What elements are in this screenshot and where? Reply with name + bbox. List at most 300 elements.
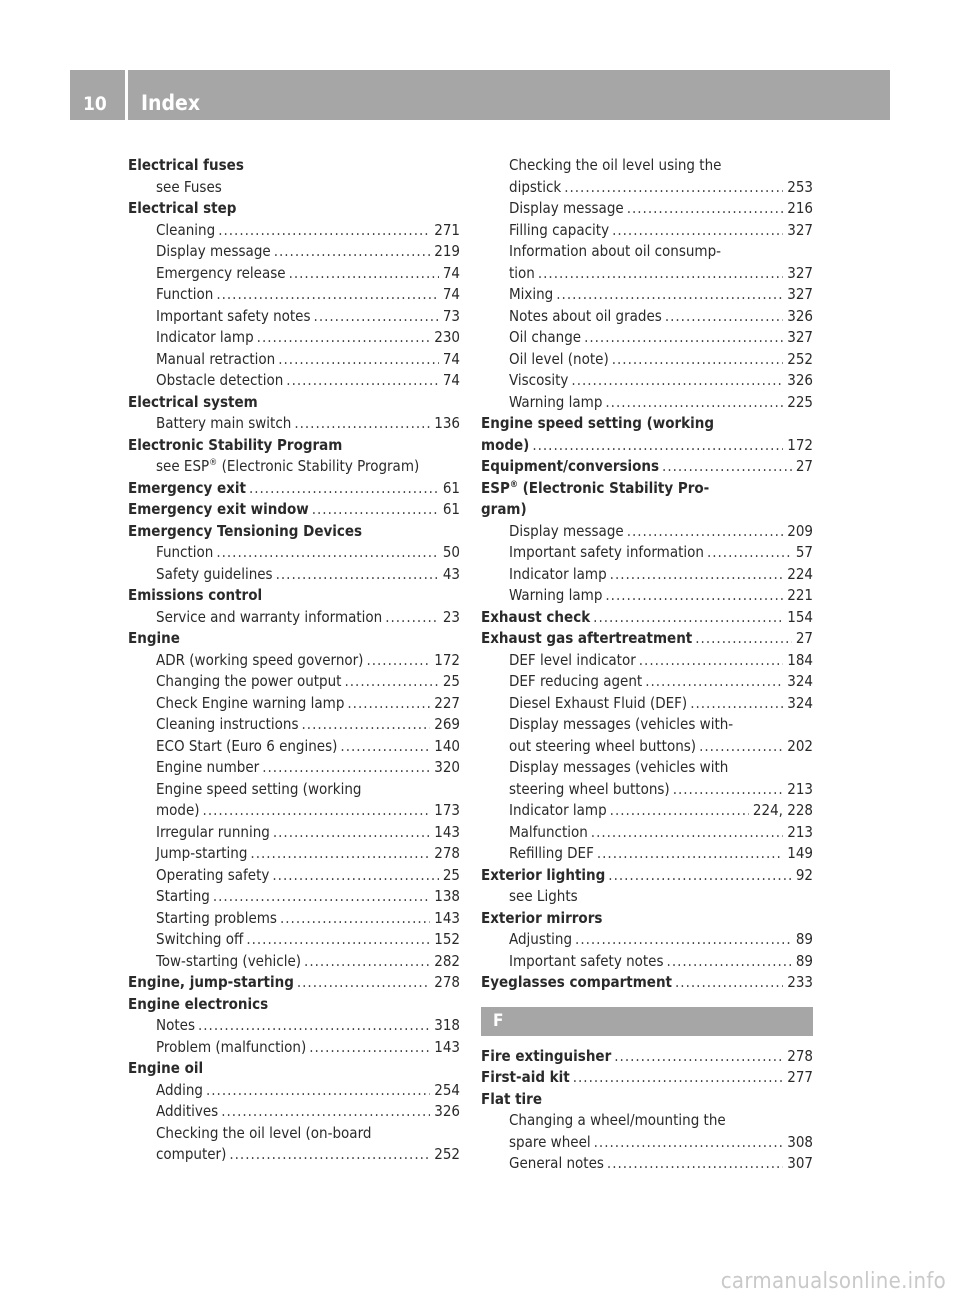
page-reference[interactable]: 327 xyxy=(787,220,813,239)
dot-leader xyxy=(221,1101,430,1123)
dot-leader xyxy=(571,370,783,392)
index-subentry[interactable] xyxy=(156,650,460,672)
entry-label: Engine speed setting (working xyxy=(156,779,362,798)
page-reference[interactable]: 230 xyxy=(434,328,460,346)
index-subentry[interactable] xyxy=(156,951,460,973)
page-reference[interactable]: 221 xyxy=(787,586,813,604)
entry-label: DEF level indicator xyxy=(509,650,636,669)
dot-leader xyxy=(605,392,783,414)
index-entry xyxy=(481,413,813,435)
page-reference[interactable]: 154 xyxy=(787,607,813,626)
page-reference[interactable]: 278 xyxy=(434,844,460,862)
dot-leader xyxy=(216,284,439,306)
entry-label: Engine, jump-starting xyxy=(128,973,294,991)
index-subentry[interactable] xyxy=(509,929,813,951)
entry-label: Mixing xyxy=(509,285,554,303)
entry-label: Exterior mirrors xyxy=(481,908,603,927)
dot-leader xyxy=(591,822,783,844)
entry-label: Operating safety xyxy=(156,865,270,884)
index-subentry xyxy=(509,714,813,736)
index-entry xyxy=(128,994,460,1016)
index-subentry xyxy=(156,1123,460,1145)
index-subentry[interactable] xyxy=(156,1080,460,1102)
index-subentry[interactable] xyxy=(509,951,813,973)
dot-leader xyxy=(312,499,439,521)
index-entry[interactable] xyxy=(481,1067,813,1089)
index-entry[interactable] xyxy=(481,1046,813,1068)
entry-label: Adjusting xyxy=(509,930,573,948)
index-subentry xyxy=(509,155,813,177)
index-entry[interactable] xyxy=(481,456,813,478)
dot-leader xyxy=(593,607,783,629)
dot-leader xyxy=(573,1067,784,1089)
dot-leader xyxy=(385,607,439,629)
page-reference[interactable]: 74 xyxy=(442,349,460,368)
index-subentry[interactable] xyxy=(509,370,813,392)
index-subentry[interactable] xyxy=(156,1037,460,1059)
page-reference[interactable]: 27 xyxy=(795,457,813,475)
dot-leader xyxy=(218,220,430,242)
index-entry[interactable] xyxy=(481,865,813,887)
page-reference[interactable]: 282 xyxy=(434,951,460,970)
index-subentry[interactable] xyxy=(156,714,460,736)
dot-leader xyxy=(699,736,783,758)
page-reference[interactable]: 324 xyxy=(787,672,813,690)
index-subentry[interactable] xyxy=(509,521,813,543)
dot-leader xyxy=(610,564,784,586)
index-subentry[interactable] xyxy=(509,736,813,758)
dot-leader xyxy=(538,263,783,285)
page-reference[interactable]: 326 xyxy=(787,306,813,325)
entry-label: Check Engine warning lamp xyxy=(156,693,345,712)
entry-label: Engine speed setting (working xyxy=(481,414,715,432)
dot-leader xyxy=(614,1046,783,1068)
index-subentry xyxy=(509,886,813,908)
index-subentry[interactable] xyxy=(509,1153,813,1175)
entry-label: Indicator lamp xyxy=(509,801,607,819)
index-subentry[interactable] xyxy=(509,263,813,285)
dot-leader xyxy=(607,1153,783,1175)
entry-label: First-aid kit xyxy=(481,1068,570,1086)
page-reference[interactable]: 326 xyxy=(434,1102,460,1120)
index-subentry[interactable] xyxy=(509,327,813,349)
dot-leader xyxy=(532,435,783,457)
dot-leader xyxy=(280,908,430,930)
index-subentry[interactable] xyxy=(509,198,813,220)
page-reference[interactable]: 213 xyxy=(787,779,813,798)
entry-label: Checking the oil level using the xyxy=(509,156,722,174)
page-reference[interactable]: 227 xyxy=(434,693,460,712)
index-subentry[interactable] xyxy=(156,564,460,586)
entry-label: Switching off xyxy=(156,930,244,948)
entry-label: Tow-starting (vehicle) xyxy=(156,951,302,970)
dot-leader xyxy=(627,198,784,220)
page-reference[interactable]: 224, 228 xyxy=(752,801,813,819)
index-subentry[interactable] xyxy=(509,349,813,371)
index-subentry[interactable] xyxy=(509,220,813,242)
index-subentry[interactable] xyxy=(509,822,813,844)
dot-leader xyxy=(612,220,783,242)
index-column-left xyxy=(128,155,460,1166)
page-reference[interactable]: 324 xyxy=(787,693,813,712)
index-subentry[interactable] xyxy=(156,607,460,629)
page-reference[interactable]: 269 xyxy=(434,715,460,733)
page-reference[interactable]: 89 xyxy=(795,951,813,970)
dot-leader xyxy=(276,564,439,586)
dot-leader xyxy=(294,413,430,435)
entry-label: tion xyxy=(509,263,535,282)
page-reference[interactable]: 27 xyxy=(795,629,813,647)
watermark: carmanualsonline.info xyxy=(720,1269,946,1294)
entry-label: see ESP® (Electronic Stability Program) xyxy=(156,457,420,475)
page-reference[interactable]: 184 xyxy=(787,650,813,669)
page-reference[interactable]: 172 xyxy=(787,435,813,454)
index-subentry[interactable] xyxy=(156,843,460,865)
entry-label: Additives xyxy=(156,1102,219,1120)
index-subentry[interactable] xyxy=(156,908,460,930)
dot-leader xyxy=(250,843,430,865)
dot-leader xyxy=(347,693,430,715)
entry-label: Display message xyxy=(156,242,271,260)
entry-label: dipstick xyxy=(509,177,562,196)
entry-label: Notes xyxy=(156,1016,195,1034)
page-reference[interactable]: 308 xyxy=(787,1132,813,1151)
page-reference[interactable]: 213 xyxy=(787,822,813,841)
dot-leader xyxy=(229,1144,430,1166)
dot-leader xyxy=(286,370,439,392)
index-subentry[interactable] xyxy=(509,306,813,328)
dot-leader xyxy=(707,542,792,564)
index-subentry[interactable] xyxy=(156,263,460,285)
page-reference[interactable]: 233 xyxy=(787,973,813,991)
entry-label: mode) xyxy=(156,801,200,819)
entry-label: Cleaning instructions xyxy=(156,715,299,733)
index-subentry[interactable] xyxy=(156,284,460,306)
index-subentry[interactable] xyxy=(156,800,460,822)
dot-leader xyxy=(639,650,783,672)
index-letter-heading: F xyxy=(481,1007,813,1036)
page-reference[interactable]: 61 xyxy=(442,500,460,518)
index-subentry[interactable] xyxy=(156,220,460,242)
dot-leader xyxy=(289,263,439,285)
section-title: Index xyxy=(141,91,201,115)
dot-leader xyxy=(262,757,430,779)
entry-label: Service and warranty information xyxy=(156,607,383,626)
dot-leader xyxy=(344,671,438,693)
dot-leader xyxy=(608,865,792,887)
index-subentry xyxy=(509,757,813,779)
dot-leader xyxy=(314,306,439,328)
dot-leader xyxy=(605,585,783,607)
page-reference[interactable]: 143 xyxy=(434,1037,460,1056)
index-subentry[interactable] xyxy=(509,693,813,715)
page-reference[interactable]: 140 xyxy=(434,736,460,755)
index-subentry xyxy=(509,1110,813,1132)
page-reference[interactable]: 25 xyxy=(442,865,460,884)
entry-label: Indicator lamp xyxy=(509,564,607,583)
page-reference[interactable]: 318 xyxy=(434,1016,460,1034)
page-reference[interactable]: 152 xyxy=(434,930,460,948)
entry-label: Adding xyxy=(156,1080,203,1099)
dot-leader xyxy=(675,972,783,994)
index-subentry[interactable] xyxy=(509,671,813,693)
dot-leader xyxy=(206,1080,430,1102)
index-subentry[interactable] xyxy=(156,1101,460,1123)
index-subentry[interactable] xyxy=(156,736,460,758)
page-reference[interactable]: 92 xyxy=(795,865,813,884)
entry-label: Engine number xyxy=(156,758,260,776)
index-entry xyxy=(128,155,460,177)
entry-label: out steering wheel buttons) xyxy=(509,736,697,755)
entry-label: Warning lamp xyxy=(509,392,603,411)
entry-label: Changing the power output xyxy=(156,672,342,690)
entry-label: Oil level (note) xyxy=(509,349,609,368)
index-subentry[interactable] xyxy=(156,241,460,263)
entry-label: mode) xyxy=(481,435,530,454)
entry-label: Notes about oil grades xyxy=(509,306,662,325)
page-reference[interactable]: 173 xyxy=(434,801,460,819)
page-reference[interactable]: 327 xyxy=(787,263,813,282)
page-reference[interactable]: 252 xyxy=(787,349,813,368)
page-reference[interactable]: 209 xyxy=(787,521,813,540)
entry-label: ESP® (Electronic Stability Pro- xyxy=(481,478,710,497)
index-subentry[interactable] xyxy=(156,886,460,908)
entry-label: Equipment/conversions xyxy=(481,457,660,475)
entry-label: Jump-starting xyxy=(156,844,248,862)
index-entry xyxy=(481,478,813,500)
index-subentry[interactable] xyxy=(156,349,460,371)
dot-leader xyxy=(246,929,430,951)
dot-leader xyxy=(662,456,792,478)
dot-leader xyxy=(594,1132,784,1154)
entry-label: Electronic Stability Program xyxy=(128,435,343,454)
page-reference[interactable]: 73 xyxy=(442,306,460,325)
index-entry[interactable] xyxy=(481,435,813,457)
index-subentry[interactable] xyxy=(509,779,813,801)
entry-label: Safety guidelines xyxy=(156,564,273,583)
page-reference[interactable]: 278 xyxy=(434,973,460,991)
entry-label: Fire extinguisher xyxy=(481,1046,612,1065)
page-reference[interactable]: 138 xyxy=(434,887,460,905)
page-reference[interactable]: 271 xyxy=(434,220,460,239)
index-subentry xyxy=(509,241,813,263)
page-reference[interactable]: 327 xyxy=(787,328,813,346)
page-reference[interactable]: 61 xyxy=(442,478,460,497)
dot-leader xyxy=(278,349,439,371)
dot-leader xyxy=(273,822,430,844)
page-reference[interactable]: 252 xyxy=(434,1145,460,1163)
entry-label: Function xyxy=(156,543,214,561)
page-reference[interactable]: 74 xyxy=(442,285,460,303)
index-subentry[interactable] xyxy=(156,757,460,779)
index-entry xyxy=(128,392,460,414)
entry-label: Important safety notes xyxy=(156,306,311,325)
index-subentry[interactable] xyxy=(509,542,813,564)
entry-label: Engine electronics xyxy=(128,994,269,1013)
index-subentry[interactable] xyxy=(509,585,813,607)
index-subentry[interactable] xyxy=(156,671,460,693)
entry-label: Starting xyxy=(156,887,210,905)
header-divider xyxy=(125,70,128,120)
dot-leader xyxy=(645,671,783,693)
entry-label: Oil change xyxy=(509,328,582,346)
entry-label: Diesel Exhaust Fluid (DEF) xyxy=(509,693,688,712)
index-column-right xyxy=(481,155,813,1175)
index-subentry[interactable] xyxy=(156,306,460,328)
page-reference[interactable]: 57 xyxy=(795,543,813,561)
page-reference[interactable]: 202 xyxy=(787,736,813,755)
dot-leader xyxy=(610,800,749,822)
entry-label: Important safety notes xyxy=(509,951,664,970)
dot-leader xyxy=(213,886,430,908)
entry-label: Electrical system xyxy=(128,392,258,411)
entry-label: Malfunction xyxy=(509,822,588,841)
page-reference[interactable]: 143 xyxy=(434,822,460,841)
page-reference[interactable]: 307 xyxy=(787,1154,813,1172)
index-subentry[interactable] xyxy=(156,1015,460,1037)
entry-label: Cleaning xyxy=(156,220,216,239)
page-reference[interactable]: 172 xyxy=(434,650,460,669)
entry-label: Electrical step xyxy=(128,199,237,217)
dot-leader xyxy=(274,241,431,263)
entry-label: Irregular running xyxy=(156,822,270,841)
index-entry[interactable] xyxy=(128,499,460,521)
entry-label: Changing a wheel/mounting the xyxy=(509,1111,726,1129)
page-reference[interactable]: 43 xyxy=(442,564,460,583)
index-entry[interactable] xyxy=(481,607,813,629)
dot-leader xyxy=(575,929,792,951)
index-entry xyxy=(481,908,813,930)
dot-leader xyxy=(584,327,783,349)
page-reference[interactable]: 224 xyxy=(787,564,813,583)
page-reference[interactable]: 143 xyxy=(434,908,460,927)
index-subentry[interactable] xyxy=(156,822,460,844)
page-reference[interactable]: 136 xyxy=(434,414,460,432)
index-subentry[interactable] xyxy=(156,693,460,715)
index-subentry[interactable] xyxy=(156,370,460,392)
entry-label: Obstacle detection xyxy=(156,371,284,389)
index-entry xyxy=(481,499,813,521)
entry-label: Emergency exit xyxy=(128,478,246,497)
entry-label: Important safety information xyxy=(509,543,704,561)
index-subentry xyxy=(156,779,460,801)
entry-label: Viscosity xyxy=(509,371,569,389)
index-subentry[interactable] xyxy=(509,564,813,586)
page-reference[interactable]: 278 xyxy=(787,1046,813,1065)
dot-leader xyxy=(198,1015,430,1037)
page-reference[interactable]: 277 xyxy=(787,1068,813,1086)
page-reference[interactable]: 23 xyxy=(442,607,460,626)
dot-leader xyxy=(304,951,430,973)
entry-label: ECO Start (Euro 6 engines) xyxy=(156,736,338,755)
index-entry[interactable] xyxy=(128,478,460,500)
page-reference[interactable]: 74 xyxy=(442,371,460,389)
dot-leader xyxy=(667,951,792,973)
page-reference[interactable]: 25 xyxy=(442,672,460,690)
index-subentry[interactable] xyxy=(509,284,813,306)
page-reference[interactable]: 225 xyxy=(787,392,813,411)
dot-leader xyxy=(302,714,431,736)
index-entry xyxy=(128,1058,460,1080)
page-reference[interactable]: 253 xyxy=(787,177,813,196)
index-subentry[interactable] xyxy=(509,392,813,414)
index-entry xyxy=(481,1089,813,1111)
entry-label: Exhaust gas aftertreatment xyxy=(481,629,693,647)
page-reference[interactable]: 327 xyxy=(787,285,813,303)
index-entry[interactable] xyxy=(128,972,460,994)
entry-label: DEF reducing agent xyxy=(509,672,643,690)
index-subentry[interactable] xyxy=(156,1144,460,1166)
page-reference[interactable]: 149 xyxy=(787,844,813,862)
dot-leader xyxy=(556,284,783,306)
entry-label: Warning lamp xyxy=(509,586,603,604)
entry-label: Display messages (vehicles with xyxy=(509,758,729,776)
page-reference[interactable]: 89 xyxy=(795,930,813,948)
page-reference[interactable]: 320 xyxy=(434,758,460,776)
page-reference[interactable]: 74 xyxy=(442,263,460,282)
dot-leader xyxy=(564,177,783,199)
entry-label: Eyeglasses compartment xyxy=(481,973,673,991)
index-subentry[interactable] xyxy=(509,800,813,822)
dot-leader xyxy=(309,1037,430,1059)
entry-label: Emergency Tensioning Devices xyxy=(128,521,363,540)
index-subentry xyxy=(156,456,460,478)
index-subentry[interactable] xyxy=(509,177,813,199)
index-subentry[interactable] xyxy=(509,1132,813,1154)
entry-label: Indicator lamp xyxy=(156,328,254,346)
page-reference[interactable]: 50 xyxy=(442,543,460,561)
page-reference[interactable]: 326 xyxy=(787,371,813,389)
index-subentry[interactable] xyxy=(509,843,813,865)
page-number: 10 xyxy=(83,93,107,115)
dot-leader xyxy=(216,542,439,564)
page-reference[interactable]: 216 xyxy=(787,199,813,217)
entry-label: Display message xyxy=(509,521,624,540)
index-entry xyxy=(128,628,460,650)
dot-leader xyxy=(297,972,430,994)
index-subentry[interactable] xyxy=(156,542,460,564)
page-reference[interactable]: 254 xyxy=(434,1080,460,1099)
dot-leader xyxy=(257,327,431,349)
entry-label: Checking the oil level (on-board xyxy=(156,1123,372,1142)
index-entry xyxy=(128,435,460,457)
entry-label: Flat tire xyxy=(481,1089,542,1108)
dot-leader xyxy=(272,865,438,887)
entry-label: Engine oil xyxy=(128,1059,204,1077)
index-subentry[interactable] xyxy=(156,413,460,435)
index-entry xyxy=(128,198,460,220)
entry-label: Emergency exit window xyxy=(128,500,309,518)
index-entry[interactable] xyxy=(481,628,813,650)
entry-label: computer) xyxy=(156,1145,227,1163)
entry-label: ADR (working speed governor) xyxy=(156,650,364,669)
dot-leader xyxy=(695,628,792,650)
index-subentry[interactable] xyxy=(509,650,813,672)
index-entry xyxy=(128,585,460,607)
entry-label: see Lights xyxy=(509,887,578,905)
index-subentry xyxy=(156,177,460,199)
entry-label: Exhaust check xyxy=(481,607,591,626)
entry-label: Manual retraction xyxy=(156,349,276,368)
index-subentry[interactable] xyxy=(156,865,460,887)
entry-label: Exterior lighting xyxy=(481,865,606,884)
index-subentry[interactable] xyxy=(156,327,460,349)
index-subentry[interactable] xyxy=(156,929,460,951)
index-entry[interactable] xyxy=(481,972,813,994)
page-reference[interactable]: 219 xyxy=(434,242,460,260)
entry-label: see Fuses xyxy=(156,177,222,196)
entry-label: Emergency release xyxy=(156,263,286,282)
